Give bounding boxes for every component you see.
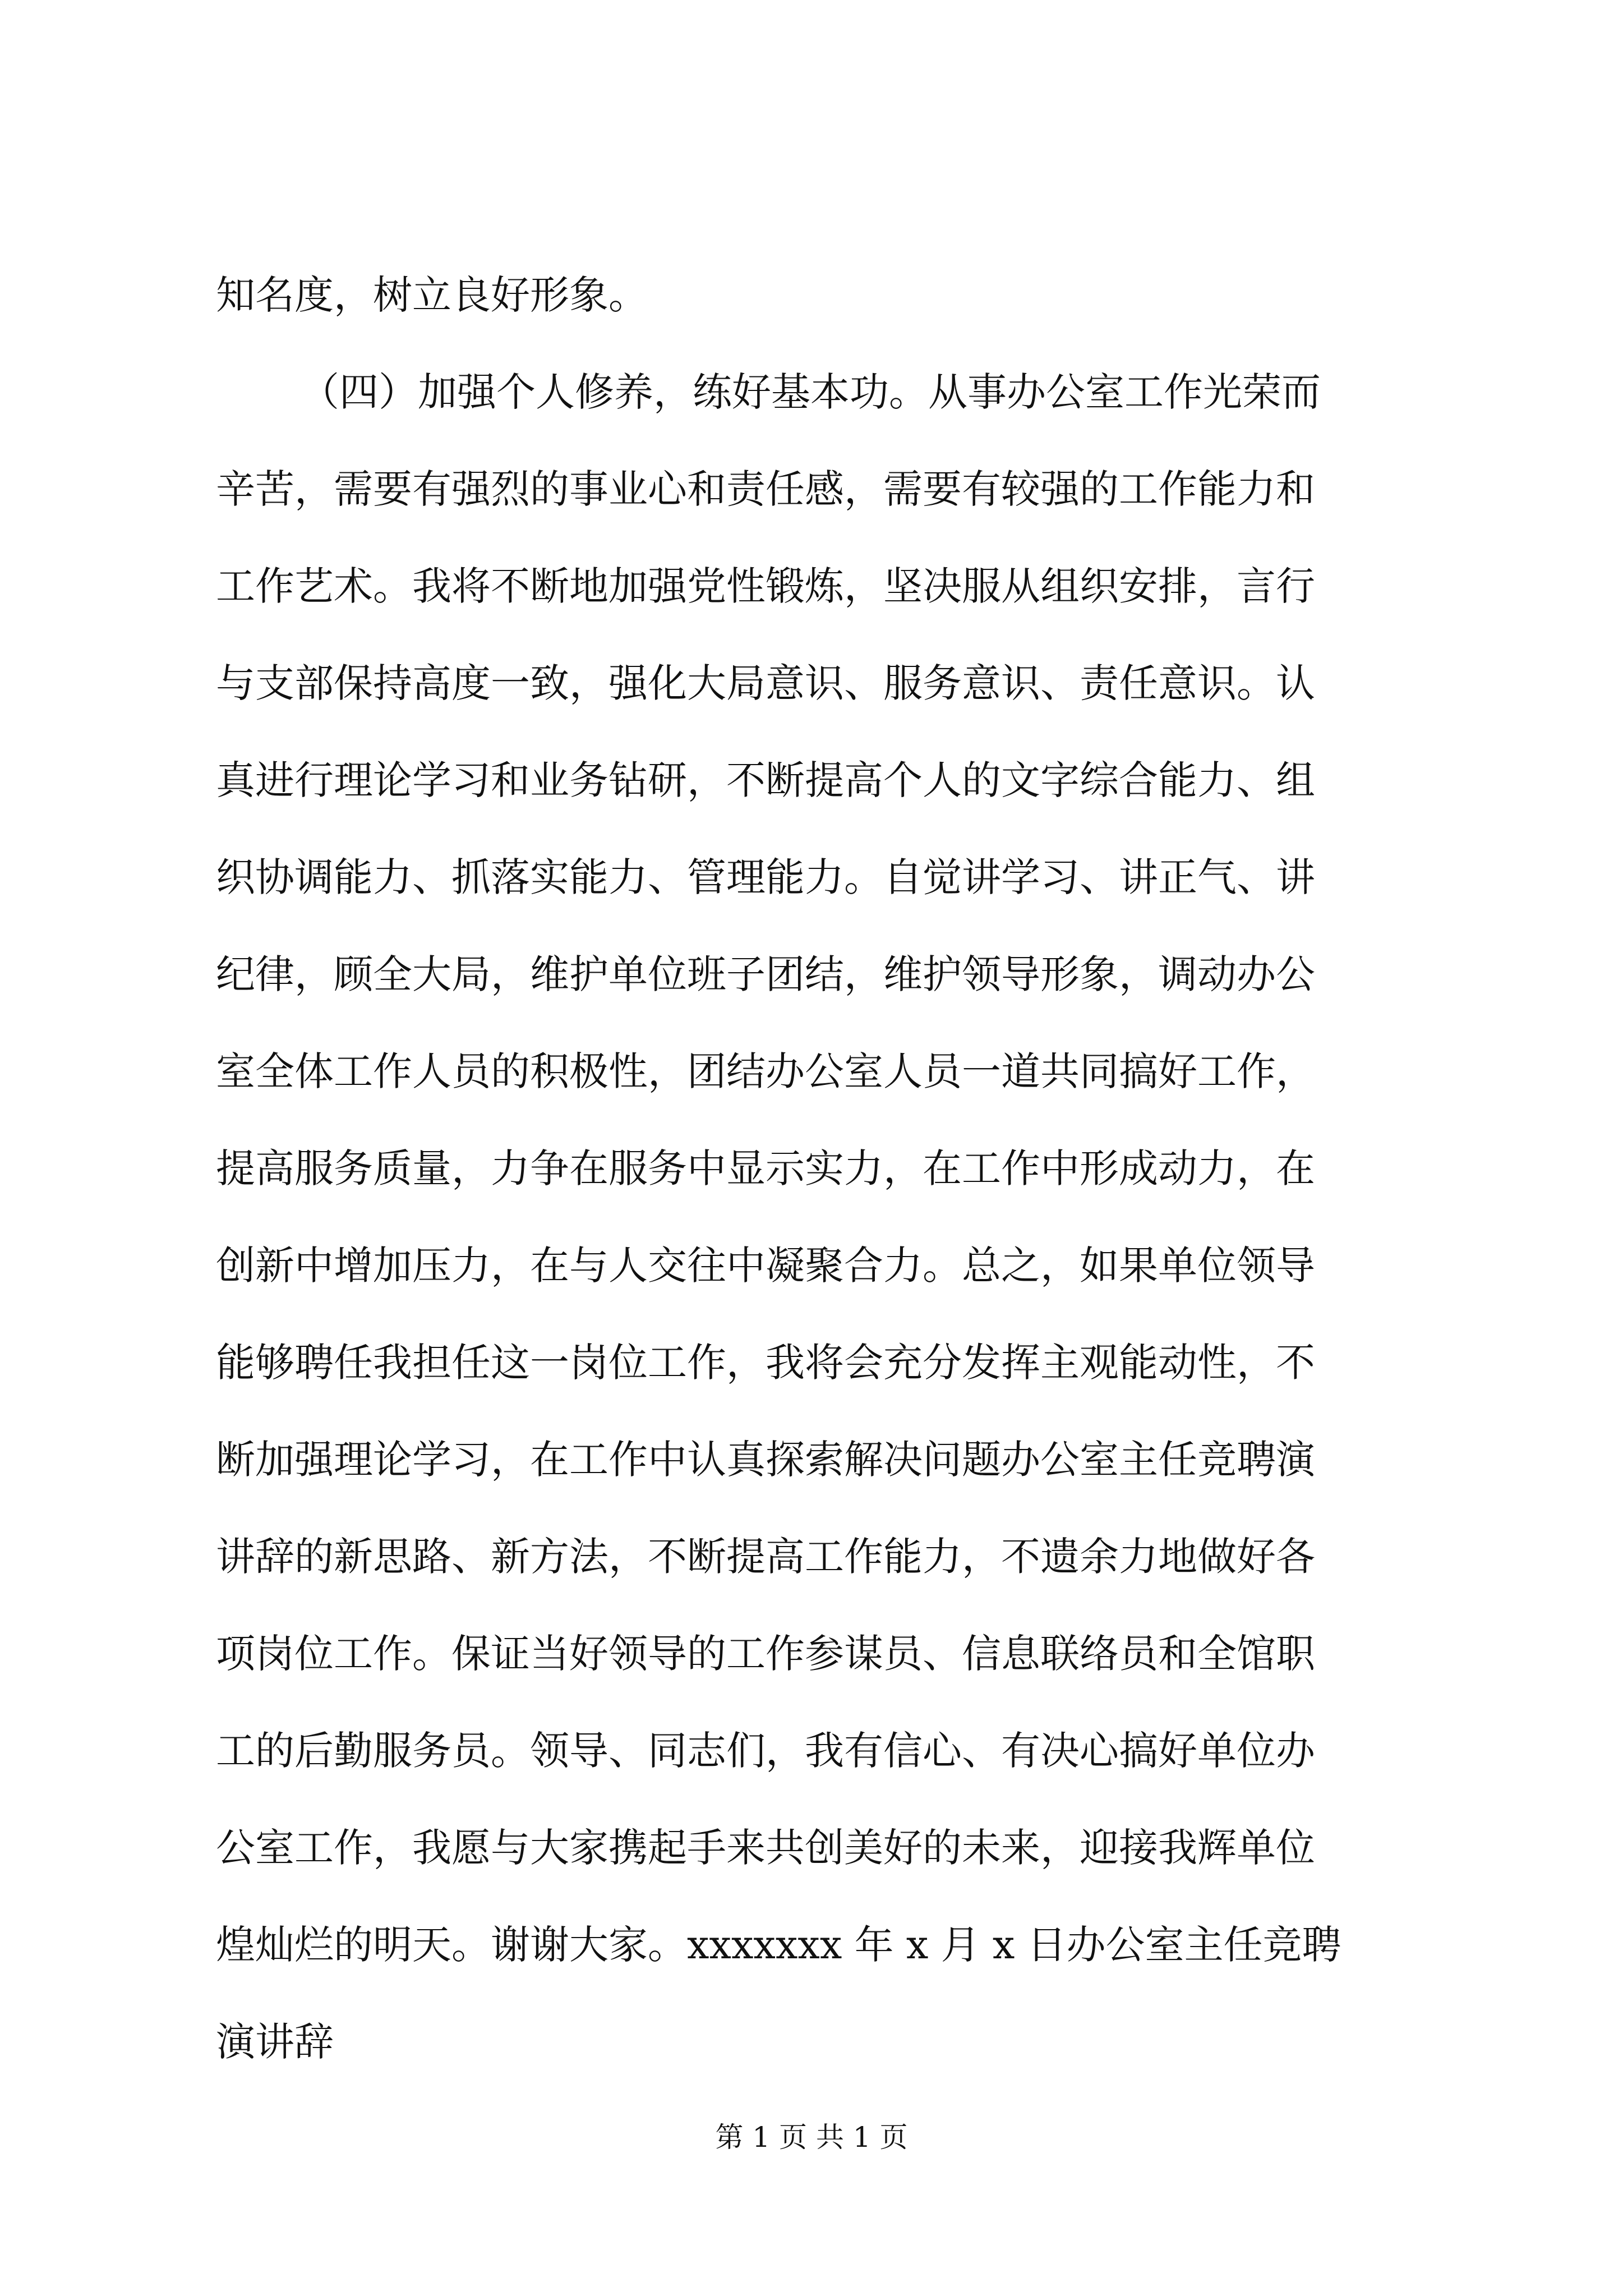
- text-line: 提高服务质量，力争在服务中显示实力，在工作中形成动力，在: [216, 1145, 1315, 1191]
- text-line: 煌灿烂的明天。谢谢大家。xxxxxxx 年 x 月 x 日办公室主任竞聘: [216, 1922, 1341, 1968]
- text-line: 工的后勤服务员。领导、同志们，我有信心、有决心搞好单位办: [216, 1728, 1315, 1774]
- text-line: 织协调能力、抓落实能力、管理能力。自觉讲学习、讲正气、讲: [216, 854, 1315, 900]
- text-line: 能够聘任我担任这一岗位工作，我将会充分发挥主观能动性，不: [216, 1340, 1315, 1386]
- text-line: 纪律，顾全大局，维护单位班子团结，维护领导形象，调动办公: [216, 951, 1315, 997]
- text-line: 真进行理论学习和业务钻研，不断提高个人的文字综合能力、组: [216, 757, 1315, 803]
- text-line: 讲辞的新思路、新方法，不断提高工作能力，不遗余力地做好各: [216, 1534, 1315, 1580]
- text-line: 项岗位工作。保证当好领导的工作参谋员、信息联络员和全馆职: [216, 1631, 1315, 1677]
- text-line: 室全体工作人员的积极性，团结办公室人员一道共同搞好工作，: [216, 1048, 1315, 1094]
- text-line: 断加强理论学习，在工作中认真探索解决问题办公室主任竞聘演: [216, 1437, 1315, 1483]
- text-line: 公室工作，我愿与大家携起手来共创美好的未来，迎接我辉单位: [216, 1825, 1315, 1871]
- text-line: （四）加强个人修养，练好基本功。从事办公室工作光荣而: [300, 369, 1321, 415]
- text-line: 工作艺术。我将不断地加强党性锻炼，坚决服从组织安排，言行: [216, 563, 1315, 609]
- page-footer: 第 1 页 共 1 页: [715, 2121, 908, 2154]
- text-line: 与支部保持高度一致，强化大局意识、服务意识、责任意识。认: [216, 660, 1315, 706]
- text-line: 知名度，树立良好形象。: [216, 272, 648, 318]
- text-line: 辛苦，需要有强烈的事业心和责任感，需要有较强的工作能力和: [216, 466, 1315, 512]
- text-line: 演讲辞: [216, 2019, 334, 2065]
- text-line: 创新中增加压力，在与人交往中凝聚合力。总之，如果单位领导: [216, 1243, 1315, 1289]
